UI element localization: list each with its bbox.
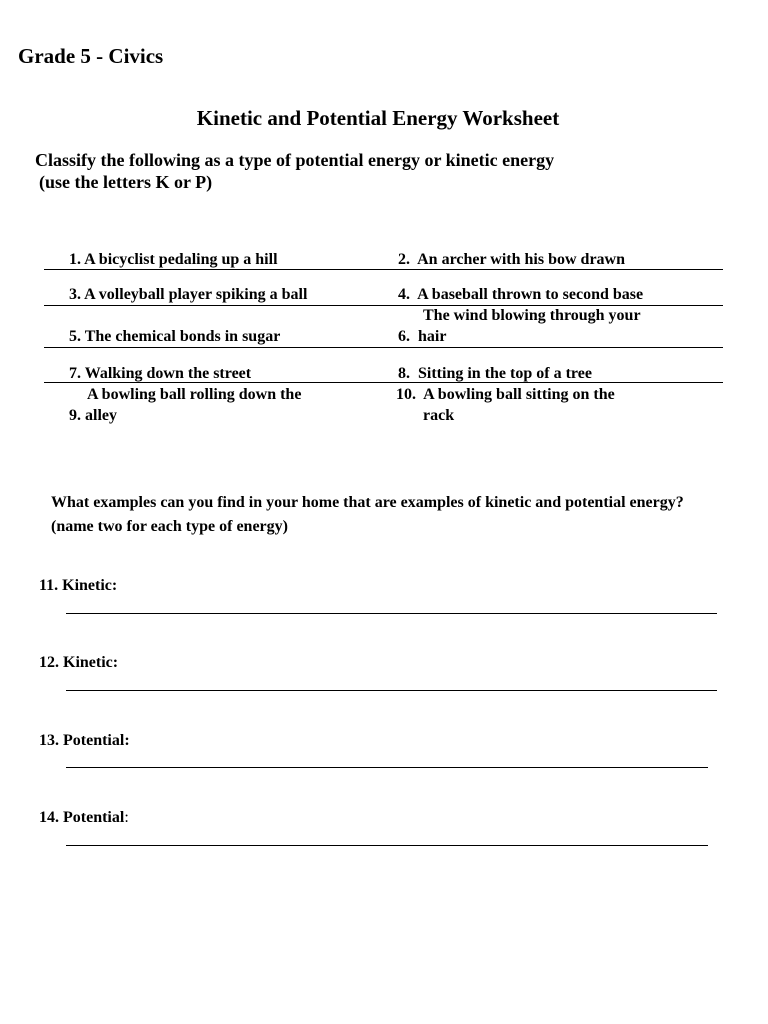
item-number: 6. <box>398 328 410 345</box>
item-number: 5. <box>69 328 81 345</box>
item-text: An archer with his bow drawn <box>417 251 626 268</box>
item-text: A baseball thrown to second base <box>417 286 644 303</box>
item-6-text-line-1: The wind blowing through your <box>423 307 641 324</box>
item-text: A volleyball player spiking a ball <box>84 286 308 303</box>
answer-14-line[interactable] <box>66 845 708 846</box>
item-6 <box>398 326 446 347</box>
answer-number: 12. <box>39 654 59 671</box>
item-text: The chemical bonds in sugar <box>84 328 281 345</box>
instructions-line-1: Classify the following as a type of potential energy or kinetic energy <box>35 150 555 170</box>
item-10 <box>396 384 615 405</box>
row-divider <box>44 347 723 348</box>
instructions-line-2: (use the letters K or P) <box>39 172 213 192</box>
item-number: 10. <box>396 386 416 403</box>
answer-colon: : <box>124 809 129 826</box>
item-text-line-1: A bowling ball sitting on the <box>423 386 615 403</box>
answer-type: Potential <box>63 809 125 826</box>
item-number: 4. <box>398 286 410 303</box>
item-number: 9. <box>69 407 81 424</box>
item-1 <box>69 249 278 270</box>
item-5 <box>69 326 280 347</box>
item-text: Walking down the street <box>84 365 252 382</box>
answer-11-label <box>39 577 117 595</box>
open-question: What examples can you find in your home that are examples of kinetic and potential energy? (name two for each type of energy) <box>51 494 684 535</box>
answer-11-line[interactable] <box>66 613 717 614</box>
item-number: 1. <box>69 251 81 268</box>
answer-13-label <box>39 732 130 750</box>
item-text: A bicyclist pedaling up a hill <box>84 251 278 268</box>
row-divider <box>44 382 723 383</box>
item-2 <box>398 249 625 270</box>
worksheet-title: Kinetic and Potential Energy Worksheet <box>196 106 560 130</box>
item-number: 2. <box>398 251 410 268</box>
course-header: Grade 5 - Civics <box>18 44 164 68</box>
item-3 <box>69 284 307 305</box>
answer-12-line[interactable] <box>66 690 717 691</box>
item-text-line-2: hair <box>418 328 447 345</box>
item-7 <box>69 363 251 384</box>
item-text: Sitting in the top of a tree <box>418 365 592 382</box>
row-divider <box>44 269 723 270</box>
answer-12-label <box>39 654 118 672</box>
item-9-text-line-1: A bowling ball rolling down the <box>87 386 302 403</box>
item-4 <box>398 284 643 305</box>
answer-type: Potential: <box>63 732 130 749</box>
item-9 <box>69 405 117 426</box>
answer-number: 14. <box>39 809 59 826</box>
answer-type: Kinetic: <box>62 577 118 594</box>
item-8 <box>398 363 592 384</box>
answer-type: Kinetic: <box>63 654 119 671</box>
answer-13-line[interactable] <box>66 767 708 768</box>
item-text-line-2: alley <box>85 407 117 424</box>
item-number: 8. <box>398 365 410 382</box>
item-number: 3. <box>69 286 81 303</box>
answer-number: 13. <box>39 732 59 749</box>
answer-number: 11. <box>39 577 59 594</box>
answer-14-label <box>39 809 129 827</box>
item-number: 7. <box>69 365 81 382</box>
item-10-text-line-2: rack <box>423 407 455 424</box>
